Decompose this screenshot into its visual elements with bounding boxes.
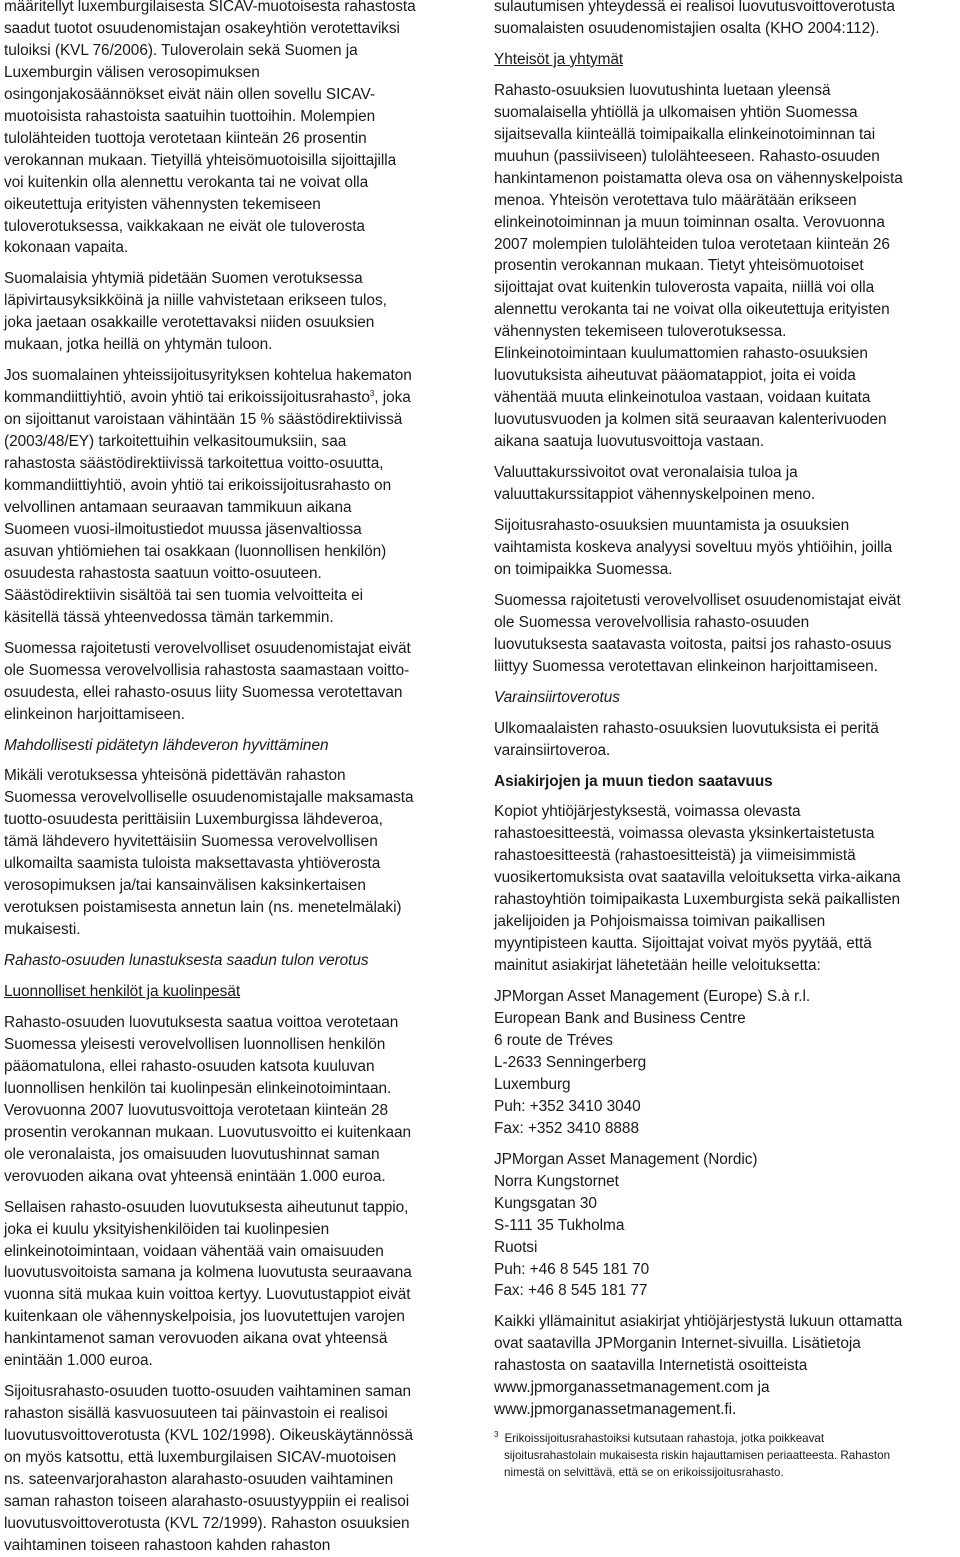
paragraph-gap <box>494 581 956 590</box>
text-line: Suomessa rajoitetusti verovelvolliset osuudenomistajat eivät <box>4 639 411 657</box>
paragraph <box>494 718 956 762</box>
text-line: verovuoden aikana ovat yhteensä enintään 1.000 euroa. <box>4 1167 386 1185</box>
text-line: suomalaisella yhtiöllä ja ulkomaisen yhtiön Suomessa <box>494 103 858 121</box>
text-line: asuvan yhtiömiehen tai osakkaan (luonnollisen henkilön) <box>4 542 387 560</box>
text-line: Suomessa yleisesti verovelvollisen luonnollisen henkilön <box>4 1035 386 1053</box>
text-line: kommandiittiyhtiö, avoin yhtiö tai erikoissijoitusrahasto on <box>4 477 392 495</box>
paragraph-gap <box>494 762 956 771</box>
text-line: tuotto-osuudesta perittäisiin Luxemburgissa lähdeveroa, <box>4 811 383 829</box>
text-line: prosentin verokannan mukaan. Tietyt yhteisömuotoiset <box>494 257 864 275</box>
footnote-line <box>494 1464 956 1481</box>
paragraph <box>4 765 467 941</box>
footnote-line <box>494 1447 956 1464</box>
text-line: prosentin verokannan mukaan. Luovutusvoitto ei kuitenkaan <box>4 1123 411 1141</box>
paragraph-gap <box>4 726 467 735</box>
footnote-mark: 3 <box>494 1430 499 1440</box>
text-line: osingonjakosäännökset eivät näin ollen sovellu SICAV- <box>4 85 375 103</box>
text-line: elinkeinon harjoittamiseen. <box>4 705 185 723</box>
text-line: elinkeinotoiminnan ja muun toiminnan osalta. Verovuonna <box>494 213 885 231</box>
text-line: jakelijoiden ja Pohjoismaissa toimivan paikallisen <box>494 913 826 931</box>
text-line: luovutuksesta saatavasta voitosta, paitsi jos rahasto-osuus <box>494 635 892 653</box>
text-line: vähentää muuta elinkeinotuloa vastaan, voidaan kuitata <box>494 389 871 407</box>
text-line: www.jpmorganassetmanagement.fi. <box>494 1401 737 1419</box>
paragraph <box>4 1381 467 1557</box>
text-line: vuosikertomuksista ovat saatavilla veloituksetta virka-aikana <box>494 869 901 887</box>
text-fragment: kommandiittiyhtiö, avoin yhtiö tai erikoissijoitusrahasto <box>4 389 370 407</box>
text-line: Säästödirektiivin sisältöä tai sen tuomia velvoitteita ei <box>4 586 364 604</box>
text-line: ole Suomessa verovelvollisia rahasto-osuuden <box>494 613 810 631</box>
text-line: luovutuksista aiheutuvat pääomatappiot, joita ei voida <box>494 367 856 385</box>
text-line: vaihtamista koskeva analyysi soveltuu myös yhtiöihin, joilla <box>494 538 893 556</box>
text-line: Luxemburgin välisen verosopimuksen <box>4 63 260 81</box>
footnote-reference: 3 <box>369 389 375 399</box>
paragraph <box>4 365 467 628</box>
paragraph <box>494 986 956 1140</box>
text-line: valuuttakurssitappiot vähennyskelpoinen meno. <box>494 486 816 504</box>
text-line <box>4 387 467 409</box>
text-line: hankintamenot saman verovuoden aikana ovat yhteensä <box>4 1330 388 1348</box>
text-line: ovat saatavilla JPMorganin Internet-sivuilla. Lisätietoja <box>494 1335 861 1353</box>
text-line: käsitellä tässä yhteenvedossa tämän tarkemmin. <box>4 608 334 626</box>
text-line: Verovuonna 2007 luovutusvoittoja verotetaan kiinteän 28 <box>4 1101 389 1119</box>
text-line: Suomessa verovelvolliselle osuudenomistajalle maksamasta <box>4 789 414 807</box>
paragraph-gap <box>494 506 956 515</box>
text-line: luovutusvoitoista samana ja kolmena luovutusta seuraavana <box>4 1264 412 1282</box>
paragraph-gap <box>4 1188 467 1197</box>
text-line: luovutusvoittoverotusta (KVL 102/1998). Oikeuskäytännössä <box>4 1427 413 1445</box>
text-line: ole Suomessa verovelvollisia rahastosta saamastaan voitto- <box>4 661 410 679</box>
text-line: (2003/48/EY) tarkoitettuihin velkasitoumuksiin, saa <box>4 433 347 451</box>
subsection-heading: Mahdollisesti pidätetyn lähdeveron hyvittäminen <box>4 736 329 754</box>
text-line: Sijoitusrahasto-osuuden tuotto-osuuden vaihtaminen saman <box>4 1383 412 1401</box>
text-line: Fax: +46 8 545 181 77 <box>494 1282 648 1300</box>
paragraph-gap <box>494 453 956 462</box>
text-line: European Bank and Business Centre <box>494 1010 746 1028</box>
text-line: S-111 35 Tukholma <box>494 1216 625 1234</box>
text-line: Suomalaisia yhtymiä pidetään Suomen verotuksessa <box>4 270 363 288</box>
subsection-heading: Luonnolliset henkilöt ja kuolinpesät <box>4 983 241 1001</box>
text-line: Mikäli verotuksessa yhteisönä pidettävän rahaston <box>4 767 346 785</box>
text-line: L-2633 Senningerberg <box>494 1053 647 1071</box>
paragraph-gap <box>494 1421 956 1430</box>
paragraph-gap <box>494 71 956 80</box>
text-line: rahastoesitteestä (rahastoesitteistä) ja viimeisimmistä <box>494 847 856 865</box>
section-heading: Asiakirjojen ja muun tiedon saatavuus <box>494 772 773 790</box>
text-line: Ruotsi <box>494 1238 538 1256</box>
paragraph <box>494 515 956 581</box>
footnote-text: nimestä on selvittävä, että se on erikoissijoitusrahasto. <box>504 1466 784 1480</box>
text-line: ole veronalaista, jos omaisuuden luovutushinnat saman <box>4 1145 380 1163</box>
footnote-text: Erikoissijoitusrahastoiksi kutsutaan rahastoja, jotka poikkeavat <box>504 1432 825 1446</box>
paragraph <box>4 0 467 259</box>
text-line: vähennysten tekemiseen tuloverotuksessa. <box>494 323 787 341</box>
paragraph <box>494 590 956 678</box>
text-line: mainitut asiakirjat lähetetään heille veloituksetta: <box>494 957 821 975</box>
right-column <box>494 0 956 1481</box>
text-line: enintään 1.000 euroa. <box>4 1352 153 1370</box>
text-line: läpivirtausyksikköinä ja niille vahvistetaan erikseen tulos, <box>4 292 387 310</box>
text-line: määritellyt luxemburgilaisesta SICAV-muotoisesta rahastosta <box>4 0 416 15</box>
text-line: joka jaetaan osakkaille verotettavaksi niiden osuuksien <box>4 314 375 332</box>
text-line: rahastosta säästödirektiivissä tarkoitettua voitto-osuutta, <box>4 455 384 473</box>
text-line: Sijoitusrahasto-osuuksien muuntamista ja osuuksien <box>494 516 850 534</box>
paragraph <box>4 268 467 356</box>
paragraph-gap <box>494 1302 956 1311</box>
text-line: Kungsgatan 30 <box>494 1194 597 1212</box>
text-line: 6 route de Tréves <box>494 1031 613 1049</box>
text-line: Valuuttakurssivoitot ovat veronalaisia tuloa ja <box>494 464 798 482</box>
paragraph-gap <box>4 972 467 981</box>
text-line: muuhun (passiiviseen) tulolähteeseen. Rahasto-osuuden <box>494 147 880 165</box>
text-line: sijoittajat ovat kuitenkin tuloverosta vapaita, niillä voi olla <box>494 279 875 297</box>
text-line: sulautumisen yhteydessä ei realisoi luovutusvoittoverotusta <box>494 0 895 15</box>
text-line: www.jpmorganassetmanagement.com ja <box>494 1379 770 1397</box>
subsection-heading: Yhteisöt ja yhtymät <box>494 50 624 68</box>
text-line: luonnollisen henkilön tai kuolinpesän elinkeinotoimintaan. <box>4 1079 392 1097</box>
paragraph-gap <box>4 629 467 638</box>
text-line: menoa. Yhteisön verotettava tulo määrätään erikseen <box>494 191 857 209</box>
subsection-heading: Rahasto-osuuden lunastuksesta saadun tulon verotus <box>4 952 369 970</box>
text-line: saman rahaston toiseen alarahasto-osuustyyppiin ei realisoi <box>4 1493 410 1510</box>
text-line: Luxemburg <box>494 1075 571 1093</box>
paragraph-gap <box>4 756 467 765</box>
text-line: rahastoesitteestä, voimassa olevasta yksinkertaistetusta <box>494 825 875 843</box>
paragraph-gap <box>494 977 956 986</box>
paragraph-gap <box>494 792 956 801</box>
text-line: Ulkomaalaisten rahasto-osuuksien luovutuksista ei peritä <box>494 719 879 737</box>
text-line: velvollinen antamaan seuraavan tammikuun aikana <box>4 498 352 516</box>
text-line: Kopiot yhtiöjärjestyksestä, voimassa olevasta <box>494 803 801 821</box>
paragraph <box>4 638 467 726</box>
text-line: kokonaan vapaita. <box>4 239 129 257</box>
text-line: rahastosta on saatavilla Internetistä osoitteista <box>494 1357 808 1375</box>
text-line: Jos suomalainen yhteissijoitusyrityksen kohtelua hakematon <box>4 367 412 385</box>
text-line: Norra Kungstornet <box>494 1172 619 1190</box>
text-line: Elinkeinotoimintaan kuulumattomien rahasto-osuuksien <box>494 345 868 363</box>
text-line: Rahasto-osuuksien luovutushinta luetaan yleensä <box>494 81 831 99</box>
text-line: Sellaisen rahasto-osuuden luovutuksesta aiheutunut tappio, <box>4 1198 409 1216</box>
text-line: verotuksen poistamisesta annetun lain (ns. menetelmälaki) <box>4 899 402 917</box>
text-line: sijaitsevalla kiinteällä toimipaikalla elinkeinotoiminnan tai <box>494 125 876 143</box>
text-line: tulolähteiden tuottoja verotetaan kiinteän 26 prosentin <box>4 129 367 147</box>
text-line: tuloiksi (KVL 76/2006). Tuloverolain sekä Suomen ja <box>4 41 358 59</box>
text-line: on sijoittanut varoistaan vähintään 15 % säästödirektiivissä <box>4 411 403 429</box>
paragraph-gap <box>4 941 467 950</box>
paragraph <box>4 1012 467 1188</box>
text-line: rahastoyhtiön toimipaikasta Luxemburgista sekä paikallisten <box>494 891 900 909</box>
text-line: luovutusvuoden ja kolmen sitä seuraavan kalenterivuoden <box>494 411 887 429</box>
paragraph <box>494 801 956 977</box>
text-line: alennettu verokanta tai ne voivat olla oikeutettuja erityisten <box>494 301 890 319</box>
text-line: mukaisesti. <box>4 921 81 939</box>
paragraph <box>494 462 956 506</box>
text-line: JPMorgan Asset Management (Europe) S.à r.l. <box>494 988 811 1006</box>
text-line: oikeutettuja erityisten vähennysten tekemiseen <box>4 195 321 213</box>
subsection-heading: Varainsiirtoverotus <box>494 688 620 706</box>
text-line: saadut tuotot osuudenomistajan osakeyhtiön verotettaviksi <box>4 19 400 37</box>
text-line: rahaston sisällä kasvuosuuteen tai päinvastoin ei realisoi <box>4 1405 388 1423</box>
text-line: hankintamenon poistamatta oleva osa on vähennyskelpoista <box>494 169 903 187</box>
text-line: myyntipisteen kautta. Sijoittajat voivat myös pyytää, että <box>494 935 872 953</box>
text-line: verosopimuksen ja/tai kansainvälisen kaksinkertaisen <box>4 877 366 895</box>
text-line: on toimipaikka Suomessa. <box>494 560 673 578</box>
text-line: Kaikki yllämainitut asiakirjat yhtiöjärjestystä lukuun ottamatta <box>494 1313 903 1331</box>
paragraph-gap <box>4 1372 467 1381</box>
paragraph <box>4 1197 467 1373</box>
text-line: vuonna sitä mukaa kuin voittoa kertyy. Luovutustappiot eivät <box>4 1286 411 1304</box>
paragraph <box>494 1311 956 1421</box>
paragraph-gap <box>494 1140 956 1149</box>
paragraph-gap <box>4 1003 467 1012</box>
paragraph <box>494 1149 956 1303</box>
text-line: 2007 molempien tulolähteiden tuloa verotetaan kiinteän 26 <box>494 235 890 253</box>
text-line: elinkeinotoimintaan, voidaan vähentää vain omaisuuden <box>4 1242 384 1260</box>
paragraph-gap <box>494 709 956 718</box>
text-line: pääomatulona, ellei rahasto-osuuden katsota kuuluvan <box>4 1057 375 1075</box>
left-column <box>4 0 467 1557</box>
text-line: luovutusvoittoverotusta (KVL 72/1999). Rahaston osuuksien <box>4 1514 410 1532</box>
paragraph <box>494 0 956 40</box>
text-line: joka ei kuulu yksityishenkilöiden tai kuolinpesien <box>4 1220 330 1238</box>
footnote <box>494 1430 956 1481</box>
text-line: ns. sateenvarjorahaston alarahasto-osuuden vaihtaminen <box>4 1471 394 1489</box>
text-line: osuudesta, ellei rahasto-osuus liity Suomessa verotettavan <box>4 683 403 701</box>
text-line: Suomeen vuosi-ilmoitustiedot muussa jäsenvaltiossa <box>4 520 362 538</box>
paragraph <box>494 80 956 453</box>
text-line: Suomessa rajoitetusti verovelvolliset osuudenomistajat eivät <box>494 591 901 609</box>
text-line: tämä lähdevero hyvitettäisiin Suomessa verovelvollisen <box>4 833 378 851</box>
footnote-text: sijoitusrahastolain mukaisesta riskin hajauttamisen periaatteesta. Rahaston <box>504 1449 891 1463</box>
text-line: Fax: +352 3410 8888 <box>494 1119 639 1137</box>
text-line: JPMorgan Asset Management (Nordic) <box>494 1150 758 1168</box>
footnote-line <box>494 1430 956 1447</box>
text-line: suomalaisten osuudenomistajien osalta (KHO 2004:112). <box>494 19 880 37</box>
text-line: osuudesta rahastosta saatuun voitto-osuuteen. <box>4 564 322 582</box>
text-line: aikana saatuja luovutusvoittoja vastaan. <box>494 433 765 451</box>
text-line: mukaan, jotka heillä on yhtymän tuloon. <box>4 336 273 354</box>
text-line: on myös katsottu, että luxemburgilaisen SICAV-muotoisen <box>4 1449 397 1467</box>
paragraph-gap <box>494 40 956 49</box>
text-line: Puh: +46 8 545 181 70 <box>494 1260 650 1278</box>
text-fragment: , joka <box>374 389 411 407</box>
paragraph-gap <box>494 678 956 687</box>
text-line: varainsiirtoveroa. <box>494 741 611 759</box>
paragraph-gap <box>4 259 467 268</box>
text-line: liittyy Suomessa verotettavan elinkeinon harjoittamiseen. <box>494 657 878 675</box>
text-line: Puh: +352 3410 3040 <box>494 1097 641 1115</box>
text-line: verokannan mukaan. Tietyillä yhteisömuotoisilla sijoittajilla <box>4 151 397 169</box>
text-line: Rahasto-osuuden luovutuksesta saatua voittoa verotetaan <box>4 1013 399 1031</box>
text-line: kuitenkaan ole vähennyskelpoisia, jos luovutettujen varojen <box>4 1308 405 1326</box>
text-line: voi kuitenkin olla alennettu verokanta tai ne voivat olla <box>4 173 369 191</box>
text-line: vaihtaminen toiseen rahastoon kahden rahaston <box>4 1536 331 1554</box>
text-line: tuloverotuksessa, vaikkakaan ne eivät ole tuloverosta <box>4 217 365 235</box>
paragraph-gap <box>4 356 467 365</box>
text-line: ulkomailta saamista tuloista maksettavasta yhtiöverosta <box>4 855 381 873</box>
text-line: muotoisista rahastoista saatuihin tuottoihin. Molempien <box>4 107 376 125</box>
